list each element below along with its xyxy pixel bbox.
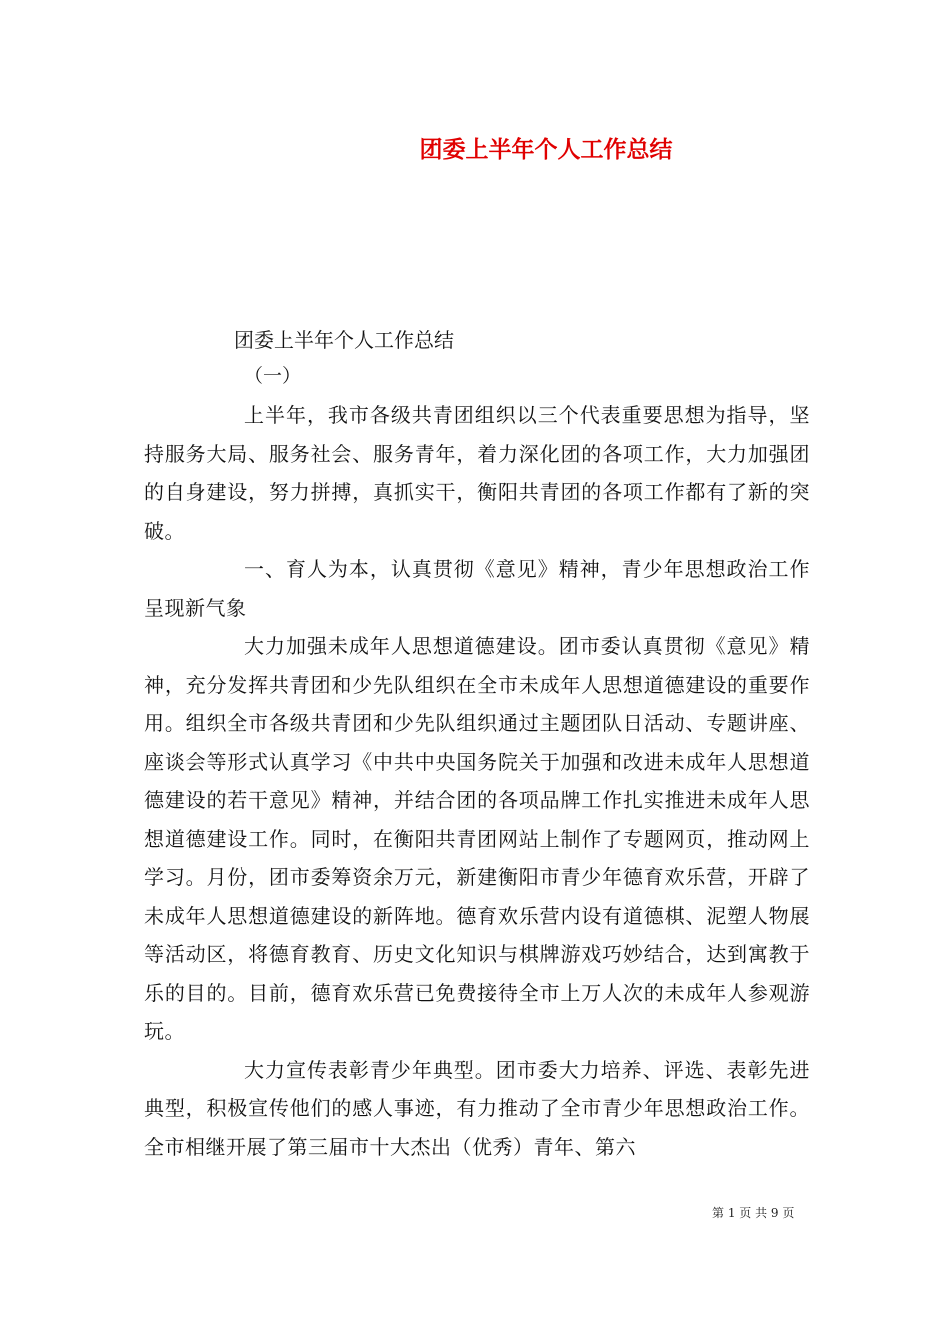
page-number: 第 1 页 共 9 页 [712, 1206, 795, 1220]
section-mark: （一） [244, 365, 302, 387]
section-heading: 一、育人为本，认真贯彻《意见》精神，青少年思想政治工作呈现新气象 [144, 557, 810, 620]
document-title: 团委上半年个人工作总结 [419, 137, 673, 163]
document-body [144, 396, 810, 1166]
paragraph: 大力加强未成年人思想道德建设。团市委认真贯彻《意见》精神，充分发挥共青团和少先队组织在全市未成年人思想道德建设的重要作用。组织全市各级共青团和少先队组织通过主题团队日活动、专题讲座、座谈会等形式认真学习《中共中央国务院关于加强和改进未成年人思想道德建设的若干意见》精神，并结合团的各项品牌工作扎实推进未成年人思想道德建设工作。同时，在衡阳共青团网站上制作了专题网页，推动网上学习。月份，团市委筹资余万元，新建衡阳市青少年德育欢乐营，开辟了未成年人思想道德建设的新阵地。德育欢乐营内设有道德棋、泥塑人物展等活动区，将德育教育、历史文化知识与棋牌游戏巧妙结合，达到寓教于乐的目的。目前，德育欢乐营已免费接待全市上万人次的未成年人参观游玩。 [144, 634, 810, 1043]
paragraph: 大力宣传表彰青少年典型。团市委大力培养、评选、表彰先进典型，积极宣传他们的感人事迹，有力推动了全市青少年思想政治工作。全市相继开展了第三届市十大杰出（优秀）青年、第六 [144, 1057, 810, 1159]
document-subtitle: 团委上半年个人工作总结 [234, 328, 454, 352]
paragraph: 上半年，我市各级共青团组织以三个代表重要思想为指导，坚持服务大局、服务社会、服务青年，着力深化团的各项工作，大力加强团的自身建设，努力拼搏，真抓实干，衡阳共青团的各项工作都有了新的突破。 [144, 403, 810, 543]
